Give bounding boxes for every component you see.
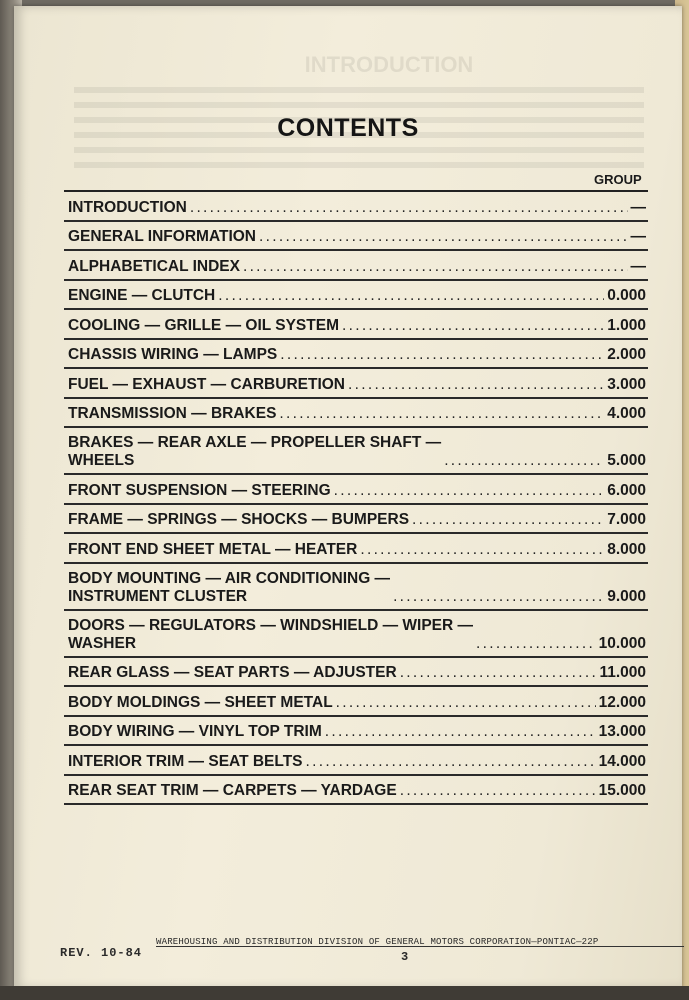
page-number: 3 — [401, 950, 409, 964]
background-surface — [0, 986, 689, 1000]
section-label: INTERIOR TRIM — SEAT BELTS — [68, 752, 303, 770]
contents-entry — [68, 482, 607, 500]
section-label: REAR GLASS — SEAT PARTS — ADJUSTER — [68, 664, 397, 681]
contents-entry — [68, 694, 599, 712]
group-number: 8.000 — [607, 540, 646, 558]
dot-leader — [400, 664, 597, 682]
dot-leader — [336, 694, 596, 712]
section-label: BODY MOUNTING — AIR CONDITIONING — INSTRUMENT CLUSTER — [68, 569, 391, 605]
dot-leader — [325, 723, 596, 741]
revision-label: REV. 10-84 — [60, 946, 143, 960]
group-number: 7.000 — [607, 511, 646, 528]
contents-entry — [68, 723, 599, 741]
contents-row — [64, 222, 648, 252]
group-number: 14.000 — [598, 752, 646, 770]
contents-row — [64, 281, 648, 311]
show-through-text: INTRODUCTION — [74, 52, 644, 812]
dot-leader — [360, 541, 604, 559]
group-column-header: GROUP — [594, 172, 642, 187]
section-label: COOLING — GRILLE — OIL SYSTEM — [68, 316, 339, 334]
dot-leader — [348, 376, 604, 394]
group-number: 13.000 — [598, 723, 646, 740]
group-number: 0.000 — [607, 287, 646, 304]
contents-row — [64, 428, 648, 475]
dot-leader — [259, 228, 627, 246]
section-label: ENGINE — CLUTCH — [68, 287, 216, 304]
contents-row — [64, 611, 648, 658]
contents-row — [64, 658, 648, 688]
dot-leader — [342, 317, 604, 335]
section-label: FRONT END SHEET METAL — HEATER — [68, 540, 358, 558]
contents-entry — [68, 317, 607, 335]
contents-entry — [68, 376, 607, 394]
contents-row — [64, 505, 648, 535]
dot-leader — [400, 782, 596, 800]
contents-entry — [68, 753, 599, 771]
group-number: 1.000 — [607, 316, 646, 334]
catalog-page — [14, 6, 682, 988]
contents-entry — [68, 617, 599, 653]
section-label: FRAME — SPRINGS — SHOCKS — BUMPERS — [68, 511, 410, 528]
contents-entry — [68, 541, 607, 559]
group-number: — — [630, 228, 646, 245]
group-number: 6.000 — [607, 481, 646, 499]
dot-leader — [393, 588, 604, 606]
dot-leader — [218, 287, 604, 305]
page-title: CONTENTS — [277, 114, 419, 142]
contents-row — [64, 534, 648, 564]
group-number: — — [630, 257, 646, 275]
group-number: 11.000 — [599, 664, 646, 681]
section-label: FUEL — EXHAUST — CARBURETION — [68, 375, 346, 393]
contents-entry — [68, 782, 599, 800]
group-number: 10.000 — [598, 634, 646, 652]
dot-leader — [444, 452, 604, 470]
contents-entry — [68, 434, 607, 470]
contents-row — [64, 192, 648, 222]
group-number: 15.000 — [598, 782, 646, 799]
contents-row — [64, 687, 648, 717]
group-number: — — [630, 198, 646, 216]
contents-row — [64, 251, 648, 281]
contents-row — [64, 369, 648, 399]
section-label: BRAKES — REAR AXLE — PROPELLER SHAFT — WHEELS — [68, 434, 442, 469]
contents-row — [64, 776, 648, 806]
section-label: FRONT SUSPENSION — STEERING — [68, 481, 331, 499]
contents-row — [64, 564, 648, 611]
dot-leader — [279, 405, 604, 423]
group-number: 12.000 — [598, 693, 646, 711]
contents-entry — [68, 346, 607, 364]
contents-table — [64, 190, 648, 805]
dot-leader — [243, 258, 628, 276]
section-label: INTRODUCTION — [68, 198, 187, 216]
section-label: GENERAL INFORMATION — [68, 228, 257, 245]
contents-row — [64, 746, 648, 776]
dot-leader — [476, 635, 596, 653]
section-label: ALPHABETICAL INDEX — [68, 257, 240, 275]
contents-row — [64, 310, 648, 340]
contents-entry — [68, 287, 607, 305]
dot-leader — [190, 199, 628, 217]
group-number: 3.000 — [607, 375, 646, 393]
contents-row — [64, 399, 648, 429]
group-number: 9.000 — [607, 587, 646, 605]
contents-row — [64, 340, 648, 370]
contents-entry — [68, 570, 607, 606]
contents-entry — [68, 511, 607, 529]
contents-entry — [68, 228, 631, 246]
section-label: BODY WIRING — VINYL TOP TRIM — [68, 723, 322, 740]
footer-rule — [156, 946, 684, 947]
contents-entry — [68, 664, 599, 682]
contents-entry — [68, 405, 607, 423]
section-label: TRANSMISSION — BRAKES — [68, 405, 277, 422]
section-label: BODY MOLDINGS — SHEET METAL — [68, 693, 333, 711]
group-number: 5.000 — [607, 452, 646, 469]
contents-entry — [68, 258, 631, 276]
contents-entry — [68, 199, 631, 217]
section-label: REAR SEAT TRIM — CARPETS — YARDAGE — [68, 782, 397, 799]
group-number: 4.000 — [607, 405, 646, 422]
dot-leader — [280, 346, 604, 364]
contents-row — [64, 717, 648, 747]
section-label: CHASSIS WIRING — LAMPS — [68, 346, 278, 363]
dot-leader — [412, 511, 604, 529]
section-label: DOORS — REGULATORS — WINDSHIELD — WIPER — WASHER — [68, 616, 474, 652]
division-text: WAREHOUSING AND DISTRIBUTION DIVISION OF GENERAL MOTORS CORPORATION—PONTIAC—22P — [156, 937, 599, 947]
contents-row — [64, 475, 648, 505]
dot-leader — [334, 482, 605, 500]
dot-leader — [306, 753, 596, 771]
group-number: 2.000 — [607, 346, 646, 363]
